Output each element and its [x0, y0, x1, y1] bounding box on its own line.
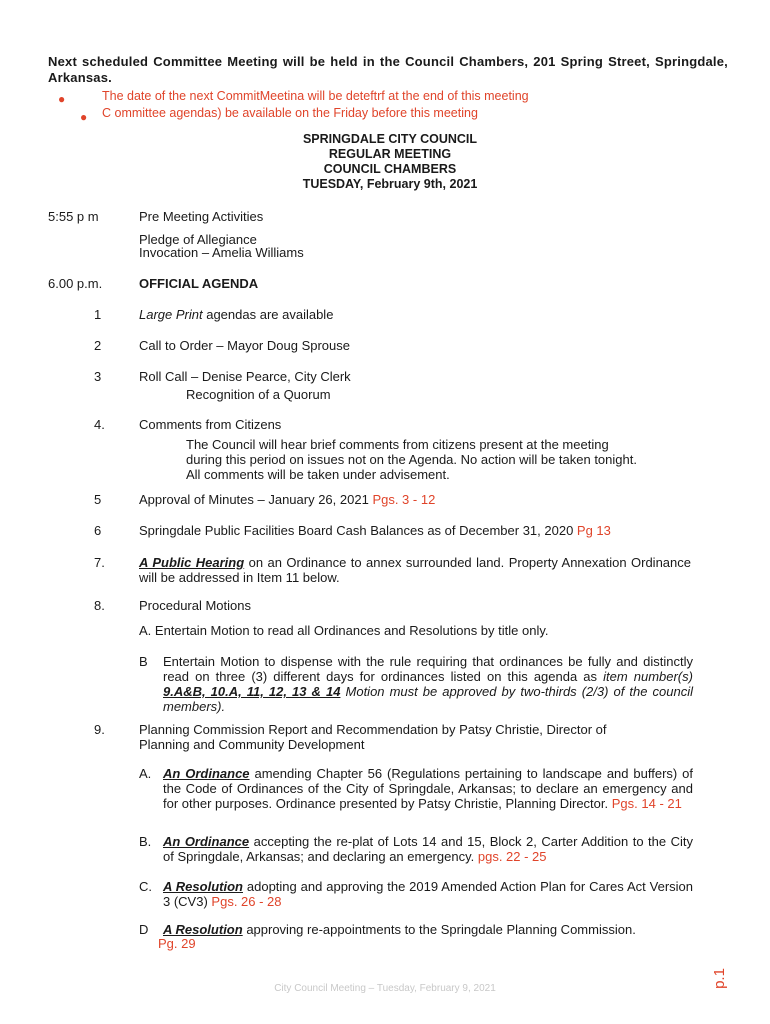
pre-meeting-time: 5:55 p m: [48, 209, 99, 224]
handwritten-note-2: C ommittee agendas) be available on the Friday before this meeting: [102, 106, 478, 120]
agenda-title: OFFICIAL AGENDA: [139, 276, 259, 291]
item-number: 5: [94, 492, 102, 507]
item-number: 9.: [94, 722, 105, 737]
item-9-a-label: A.: [139, 766, 152, 781]
item-number: 2: [94, 338, 102, 353]
item-9-d-lead: A Resolution: [163, 922, 243, 937]
item-9-d: [163, 922, 693, 937]
item-6-pages: Pg 13: [576, 523, 611, 538]
invocation: Invocation – Amelia Williams: [139, 245, 304, 260]
item-8: Procedural Motions: [139, 598, 251, 613]
item-number: 6: [94, 523, 102, 538]
item-8-b-text: Entertain Motion to dispense with the rule requiring that ordinances be fully and distinctly read on three (3) different days for ordinances listed on this agenda as: [163, 654, 693, 684]
item-5-pages: Pgs. 3 - 12: [372, 492, 436, 507]
item-3: Roll Call – Denise Pearce, City Clerk: [139, 369, 351, 384]
item-9-d-text: approving re-appointments to the Springdale Planning Commission.: [246, 922, 636, 937]
item-9-d-pages: Pg. 29: [158, 936, 196, 951]
meeting-location: COUNCIL CHAMBERS: [323, 162, 457, 176]
item-number: 7.: [94, 555, 105, 570]
item-9-a-text: amending Chapter 56 (Regulations pertaining to landscape and buffers) of the Code of Ordinances of the City of Springdale, Arkansas; to declare an emergency and for other purposes. Ordinance presented by Patsy Christie, Planning Director.: [163, 766, 694, 811]
handwritten-note-1: The date of the next CommitMeetina will be deteftrf at the end of this meeting: [102, 89, 529, 103]
footer: City Council Meeting – Tuesday, February 9, 2021: [274, 983, 496, 994]
page-number: p.1: [711, 968, 729, 989]
item-9-b-label: B.: [139, 834, 152, 849]
item-number: 1: [94, 307, 102, 322]
item-9-b: [163, 834, 693, 864]
bullet-icon: ●: [58, 92, 66, 106]
pre-meeting-title: Pre Meeting Activities: [139, 209, 264, 224]
item-8-b-items: 9.A&B, 10.A, 11, 12, 13 & 14: [163, 684, 341, 699]
item-9-c-lead: A Resolution: [163, 879, 243, 894]
meeting-type: REGULAR MEETING: [328, 147, 452, 161]
item-9-d-label: D: [139, 922, 149, 937]
item-9-c-pages: Pgs. 26 - 28: [211, 894, 282, 909]
item-9: Planning Commission Report and Recommendation by Patsy Christie, Director of Planning and Community Development: [139, 722, 607, 752]
item-2: Call to Order – Mayor Doug Sprouse: [139, 338, 350, 353]
item-number: 4.: [94, 417, 105, 432]
item-3-sub: Recognition of a Quorum: [186, 387, 331, 402]
item-9-c: [163, 879, 693, 909]
item-1-italic: Large Print: [139, 307, 203, 322]
item-1-text: agendas are available: [206, 307, 334, 322]
pledge: Pledge of Allegiance: [139, 232, 257, 247]
agenda-time: 6.00 p.m.: [48, 276, 103, 291]
item-6: [139, 523, 611, 538]
council-name: SPRINGDALE CITY COUNCIL: [302, 132, 478, 146]
item-9-b-text: accepting the re-plat of Lots 14 and 15, Block 2, Carter Addition to the City of Springdale, Arkansas; and declaring an emergency.: [163, 834, 693, 864]
item-5-text: Approval of Minutes – January 26, 2021: [139, 492, 369, 507]
item-7: [139, 555, 691, 585]
item-8-b-italic-2: Motion must be approved by two-thirds (2/3) of the council members).: [163, 684, 693, 714]
item-8-b: [163, 654, 693, 714]
item-8-b-italic: item number(s): [603, 669, 693, 684]
notice-text: Next scheduled Committee Meeting will be held in the Council Chambers, 201 Spring Street, Springdale, Arkansas.: [48, 54, 728, 85]
item-number: 3: [94, 369, 102, 384]
item-6-text: Springdale Public Facilities Board Cash Balances as of December 31, 2020: [139, 523, 574, 538]
item-7-text: on an Ordinance to annex surrounded land. Property Annexation Ordinance will be addressed in Item 11 below.: [139, 555, 691, 585]
item-9-a-lead: An Ordinance: [163, 766, 250, 781]
item-1: [139, 307, 333, 322]
item-4: Comments from Citizens: [139, 417, 282, 432]
item-7-lead: A Public Hearing: [139, 555, 245, 570]
bullet-icon: ●: [80, 110, 88, 124]
item-9-b-lead: An Ordinance: [163, 834, 250, 849]
item-9-a: [163, 766, 693, 811]
item-9-c-text: adopting and approving the 2019 Amended Action Plan for Cares Act Version 3 (CV3): [163, 879, 693, 909]
item-9-c-label: C.: [139, 879, 152, 894]
item-5: [139, 492, 435, 507]
item-8-b-label: B: [139, 654, 148, 669]
meeting-date: TUESDAY, February 9th, 2021: [302, 177, 478, 191]
item-9-a-pages: Pgs. 14 - 21: [611, 796, 682, 811]
item-9-b-pages: pgs. 22 - 25: [477, 849, 547, 864]
item-4-sub: The Council will hear brief comments from citizens present at the meeting during this period on issues not on the Agenda. No action will be taken tonight. All comments will be taken under advisement.: [186, 437, 637, 482]
item-8-a: A. Entertain Motion to read all Ordinances and Resolutions by title only.: [139, 623, 549, 638]
item-number: 8.: [94, 598, 105, 613]
